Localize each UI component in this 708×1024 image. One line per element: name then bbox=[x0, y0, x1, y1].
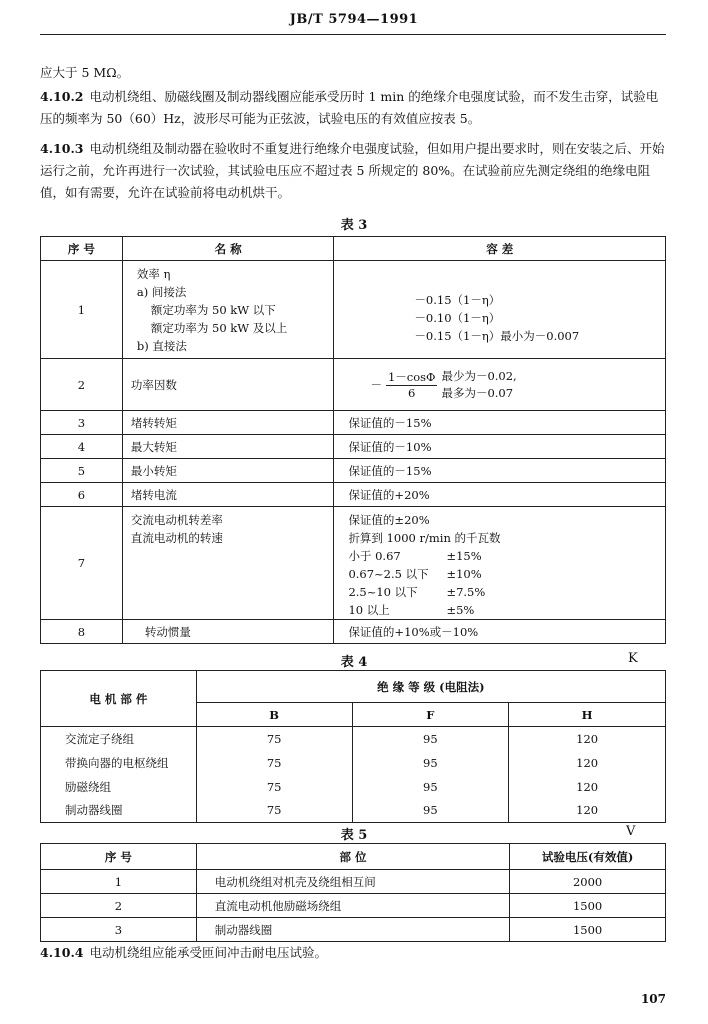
row-value-h: 120 bbox=[509, 727, 666, 751]
table-3 bbox=[40, 236, 666, 644]
row-value-b: 75 bbox=[196, 775, 352, 799]
table-4-header-part: 电 机 部 件 bbox=[41, 671, 197, 727]
row-voltage: 1500 bbox=[510, 894, 666, 918]
speed-band-range: 小于 0.67 bbox=[348, 549, 401, 563]
row-part: 制动器线圈 bbox=[196, 918, 509, 942]
table-5 bbox=[40, 843, 666, 942]
table-row bbox=[41, 483, 666, 507]
row-seq: 1 bbox=[41, 870, 197, 894]
table-row bbox=[41, 507, 666, 620]
table-row bbox=[41, 411, 666, 435]
row-seq: 4 bbox=[41, 435, 123, 459]
insulation-class-h: H bbox=[509, 703, 666, 727]
paragraph-0-text: 应大于 5 MΩ。 bbox=[40, 65, 130, 80]
speed-band bbox=[348, 583, 659, 601]
row-value-f: 95 bbox=[352, 799, 509, 823]
tolerance-line: 折算到 1000 r/min 的千瓦数 bbox=[348, 531, 501, 545]
name-line: 交流电动机转差率 bbox=[130, 513, 223, 527]
tolerance-line: －0.15（1－η）最小为－0.007 bbox=[414, 329, 580, 343]
row-seq: 3 bbox=[41, 411, 123, 435]
row-name: 最大转矩 bbox=[122, 435, 334, 459]
speed-band-range: 2.5~10 以下 bbox=[348, 585, 418, 599]
table-5-header-voltage: 试验电压(有效值) bbox=[510, 844, 666, 870]
tolerance-line: －0.10（1－η） bbox=[414, 311, 501, 325]
row-voltage: 2000 bbox=[510, 870, 666, 894]
name-line: 效率 η bbox=[136, 266, 171, 281]
table-4-header-insulation: 绝 缘 等 级 (电阻法) bbox=[196, 671, 665, 703]
table-4 bbox=[40, 670, 666, 823]
minus-sign: － bbox=[370, 377, 382, 392]
row-part: 励磁绕组 bbox=[41, 775, 197, 799]
table-5-header-part: 部 位 bbox=[196, 844, 509, 870]
row-tolerance bbox=[334, 507, 666, 620]
row-tolerance: 保证值的+20% bbox=[334, 483, 666, 507]
row-value-b: 75 bbox=[196, 751, 352, 775]
row-part: 带换向器的电枢绕组 bbox=[41, 751, 197, 775]
table-5-unit: V bbox=[626, 824, 636, 839]
clause-number-4-10-2: 4.10.2 bbox=[40, 89, 84, 104]
row-value-h: 120 bbox=[509, 775, 666, 799]
row-value-h: 120 bbox=[509, 799, 666, 823]
fraction-numerator: 1－cosΦ bbox=[387, 370, 436, 384]
clause-text-4-10-3: 电动机绕组及制动器在验收时不重复进行绝缘介电强度试验，但如用户提出要求时，则在安装之后、开始运行之前，允许再进行一次试验，其试验电压应不超过表 5 所规定的 80%。在试验前应先测定绕组的绝缘电阻值，如有需要，允许在试验前将电动机烘干。 bbox=[40, 141, 665, 200]
standard-code-header: JB/T 5794—1991 bbox=[289, 12, 419, 27]
power-factor-formula bbox=[340, 368, 659, 402]
row-tolerance: 保证值的－10% bbox=[334, 435, 666, 459]
table-3-header-name: 名 称 bbox=[122, 237, 334, 261]
row-value-f: 95 bbox=[352, 775, 509, 799]
row-tolerance bbox=[334, 261, 666, 359]
row-name bbox=[122, 507, 334, 620]
table-3-caption: 表 3 bbox=[340, 218, 368, 233]
speed-band-tolerance: ±5% bbox=[446, 603, 475, 617]
table-row bbox=[41, 751, 666, 775]
row-seq: 8 bbox=[41, 620, 123, 644]
table-row bbox=[41, 359, 666, 411]
page-number: 107 bbox=[640, 992, 666, 1006]
row-seq: 1 bbox=[41, 261, 123, 359]
row-name: 堵转转矩 bbox=[122, 411, 334, 435]
row-voltage: 1500 bbox=[510, 918, 666, 942]
table-row bbox=[41, 775, 666, 799]
table-3-header-seq: 序 号 bbox=[41, 237, 123, 261]
fraction-denominator: 6 bbox=[408, 386, 416, 400]
name-line: 额定功率为 50 kW 以下 bbox=[150, 302, 276, 317]
row-seq: 6 bbox=[41, 483, 123, 507]
table-row bbox=[41, 918, 666, 942]
tolerance-line: 保证值的±20% bbox=[348, 513, 430, 527]
name-line: b) 直接法 bbox=[136, 338, 187, 353]
row-tolerance: 保证值的－15% bbox=[334, 459, 666, 483]
table-5-header-seq: 序 号 bbox=[41, 844, 197, 870]
row-name bbox=[122, 261, 334, 359]
power-factor-limits bbox=[441, 368, 516, 402]
limit-line: 最少为－0.02, bbox=[441, 368, 517, 383]
tolerance-line: －0.15（1－η） bbox=[414, 293, 501, 307]
row-value-h: 120 bbox=[509, 751, 666, 775]
name-line: a) 间接法 bbox=[136, 284, 187, 299]
row-value-f: 95 bbox=[352, 751, 509, 775]
row-name: 转动惯量 bbox=[122, 620, 334, 644]
paragraph-4-10-2 bbox=[40, 86, 666, 130]
paragraph-0 bbox=[40, 62, 666, 84]
row-seq: 5 bbox=[41, 459, 123, 483]
table-row bbox=[41, 727, 666, 751]
limit-line: 最多为－0.07 bbox=[441, 385, 514, 400]
speed-band-tolerance: ±15% bbox=[446, 549, 482, 563]
row-part: 制动器线圈 bbox=[41, 799, 197, 823]
row-seq: 2 bbox=[41, 894, 197, 918]
table-row bbox=[41, 894, 666, 918]
row-name: 功率因数 bbox=[122, 359, 334, 411]
row-part: 交流定子绕组 bbox=[41, 727, 197, 751]
speed-band-range: 10 以上 bbox=[348, 603, 390, 617]
name-line: 额定功率为 50 kW 及以上 bbox=[150, 320, 288, 335]
header-rule bbox=[40, 34, 666, 35]
name-line: 直流电动机的转速 bbox=[130, 531, 223, 545]
table-4-header-row bbox=[41, 671, 666, 703]
row-value-b: 75 bbox=[196, 727, 352, 751]
clause-text-4-10-2: 电动机绕组、励磁线圈及制动器线圈应能承受历时 1 min 的绝缘介电强度试验，而不发生击穿，试验电压的频率为 50（60）Hz，波形尽可能为正弦波，试验电压的有效值应按表 5。 bbox=[40, 89, 659, 126]
table-5-caption: 表 5 bbox=[340, 828, 368, 843]
row-name: 堵转电流 bbox=[122, 483, 334, 507]
row-tolerance bbox=[334, 359, 666, 411]
table-3-header-tolerance: 容 差 bbox=[334, 237, 666, 261]
row-value-f: 95 bbox=[352, 727, 509, 751]
clause-number-4-10-3: 4.10.3 bbox=[40, 141, 84, 156]
table-3-header-row bbox=[41, 237, 666, 261]
row-tolerance: 保证值的－15% bbox=[334, 411, 666, 435]
speed-band-range: 0.67~2.5 以下 bbox=[348, 567, 429, 581]
speed-band bbox=[348, 601, 659, 619]
table-5-header-row bbox=[41, 844, 666, 870]
speed-band-tolerance: ±10% bbox=[446, 567, 482, 581]
table-row bbox=[41, 799, 666, 823]
row-name: 最小转矩 bbox=[122, 459, 334, 483]
table-row bbox=[41, 870, 666, 894]
speed-band bbox=[348, 565, 659, 583]
row-seq: 2 bbox=[41, 359, 123, 411]
paragraph-4-10-4 bbox=[40, 942, 666, 964]
table-row bbox=[41, 261, 666, 359]
row-part: 直流电动机他励磁场绕组 bbox=[196, 894, 509, 918]
insulation-class-b: B bbox=[196, 703, 352, 727]
fraction bbox=[386, 369, 438, 400]
table-row bbox=[41, 620, 666, 644]
table-4-unit: K bbox=[628, 651, 638, 666]
row-seq: 7 bbox=[41, 507, 123, 620]
table-row bbox=[41, 435, 666, 459]
row-tolerance: 保证值的+10%或－10% bbox=[334, 620, 666, 644]
paragraph-4-10-3 bbox=[40, 138, 666, 204]
row-part: 电动机绕组对机壳及绕组相互间 bbox=[196, 870, 509, 894]
clause-number-4-10-4: 4.10.4 bbox=[40, 945, 84, 960]
clause-text-4-10-4: 电动机绕组应能承受匝间冲击耐电压试验。 bbox=[89, 945, 328, 960]
speed-band bbox=[348, 547, 659, 565]
row-value-b: 75 bbox=[196, 799, 352, 823]
insulation-class-f: F bbox=[352, 703, 509, 727]
row-seq: 3 bbox=[41, 918, 197, 942]
table-4-caption: 表 4 bbox=[340, 655, 368, 670]
table-row bbox=[41, 459, 666, 483]
speed-band-tolerance: ±7.5% bbox=[446, 585, 486, 599]
